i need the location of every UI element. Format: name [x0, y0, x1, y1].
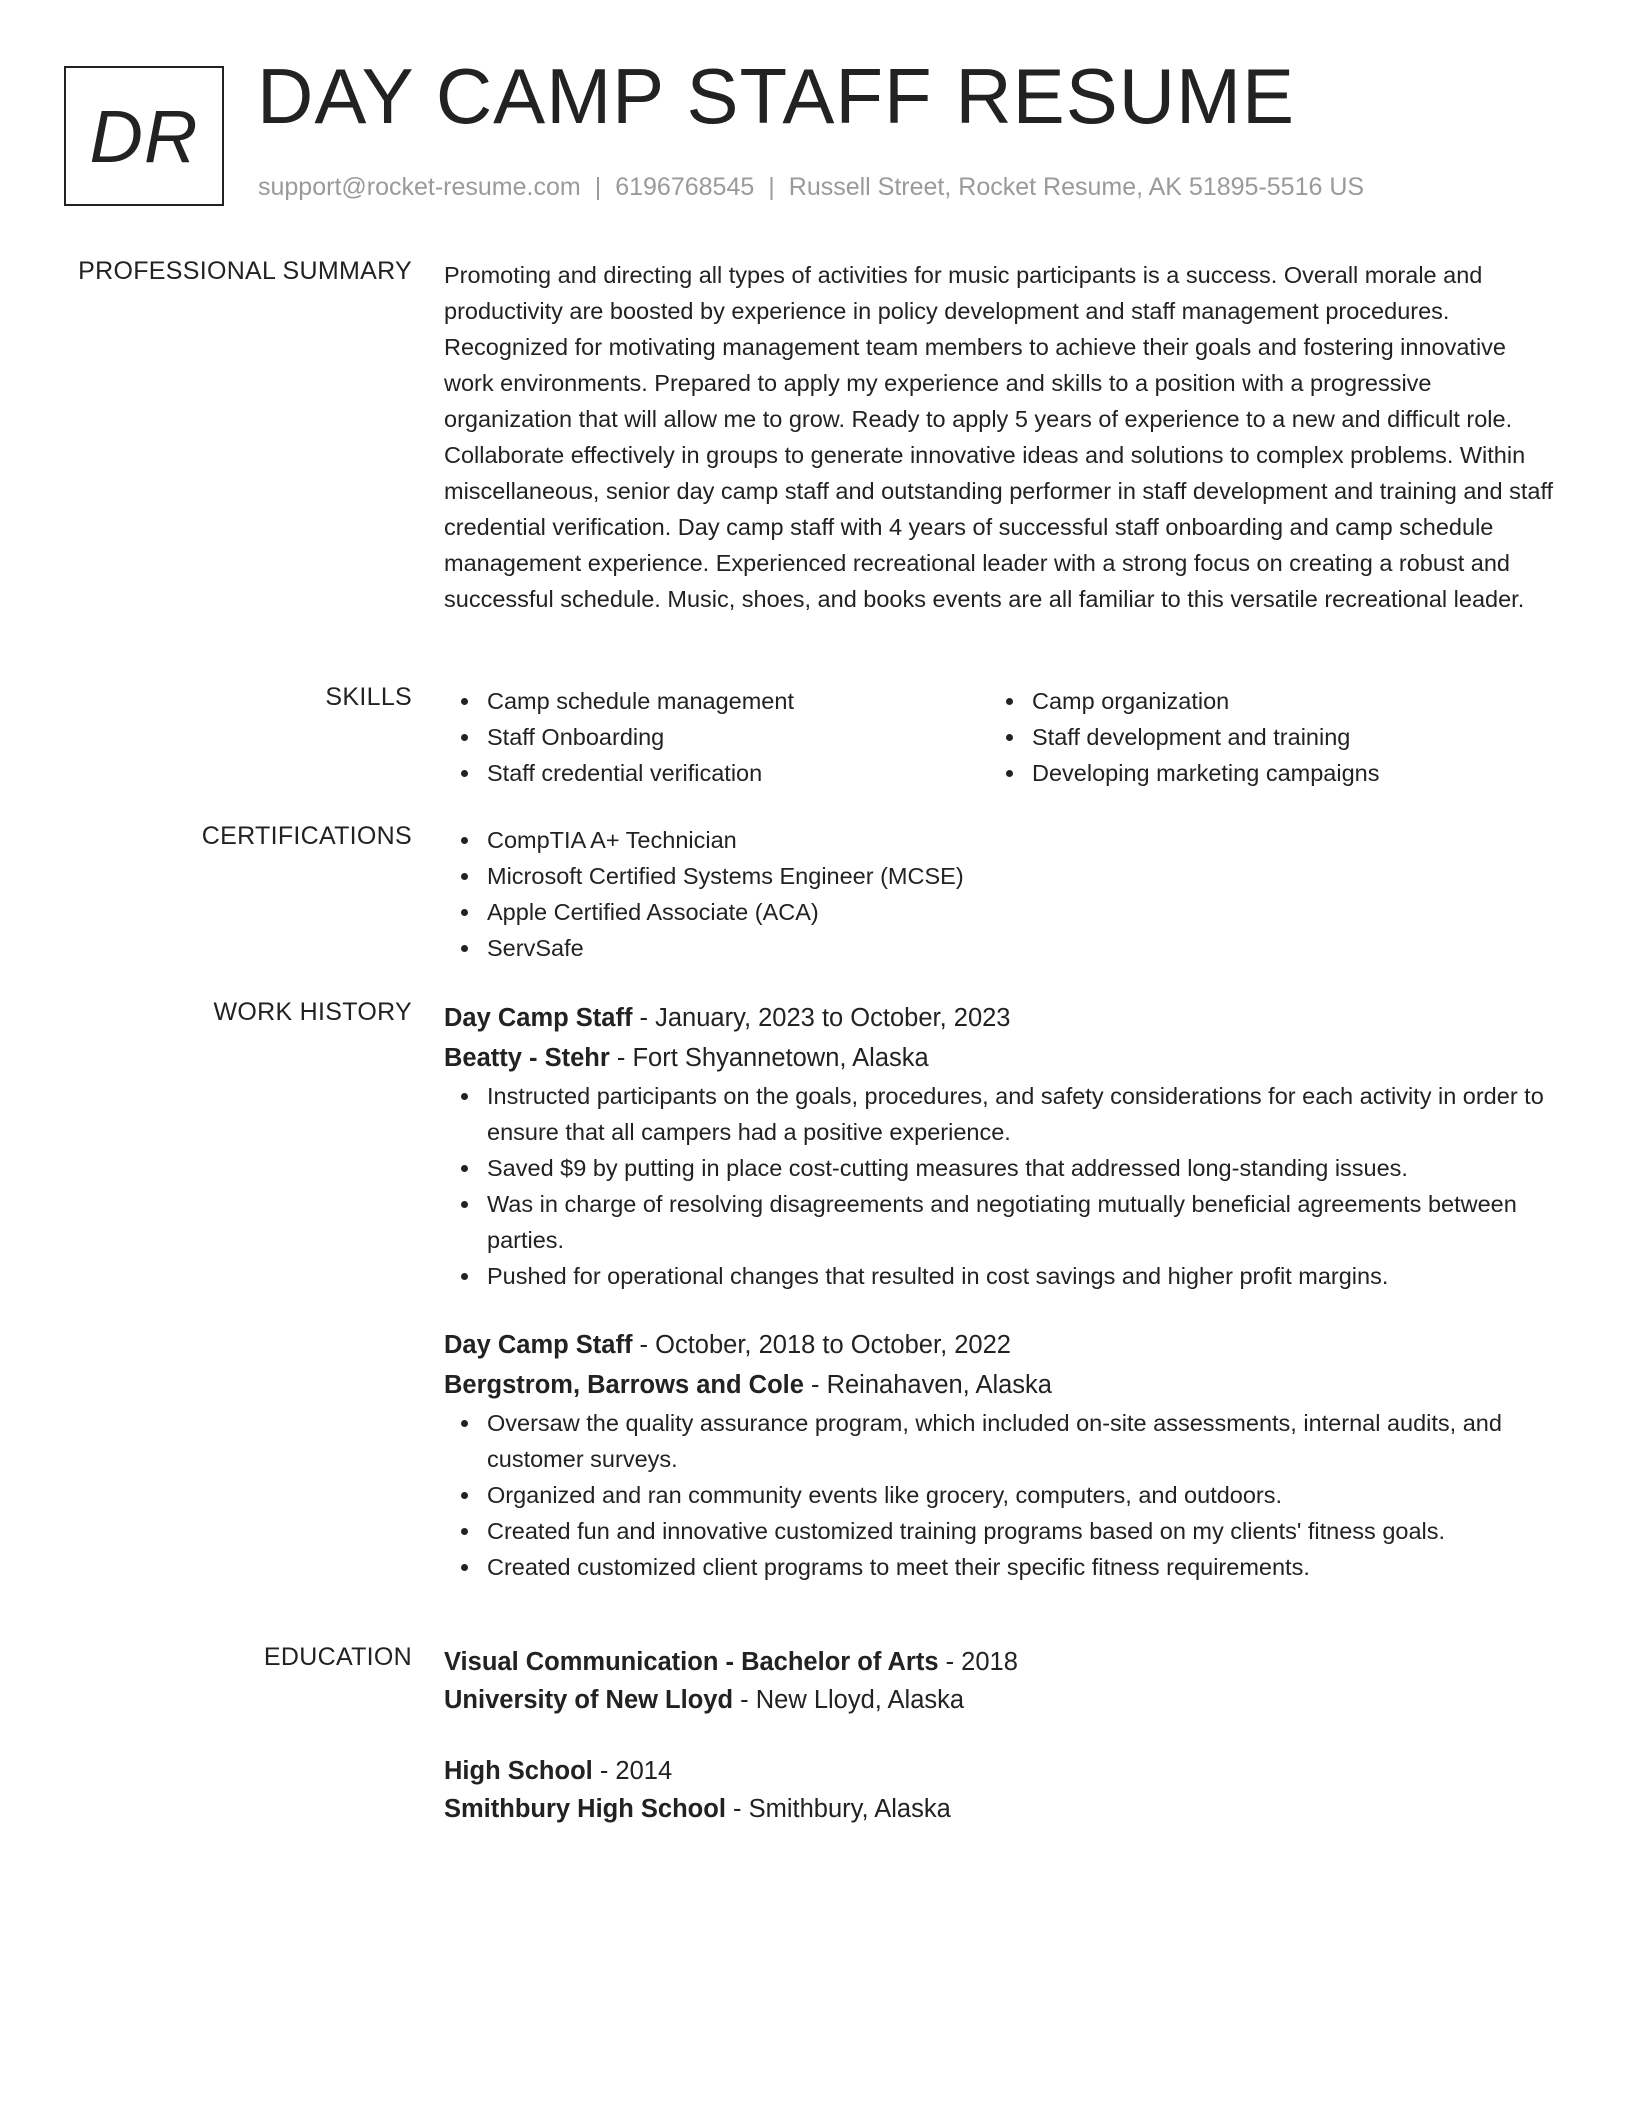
job-company: Beatty - Stehr [444, 1044, 610, 1072]
contact-phone[interactable]: 6196768545 [615, 173, 755, 201]
contact-separator: | [594, 173, 602, 201]
education-degree-line [444, 1752, 1554, 1790]
contact-separator: | [768, 173, 775, 201]
skill-item: Developing marketing campaigns [989, 755, 1534, 791]
section-heading: WORK HISTORY [213, 998, 412, 1026]
contact-address: Russell Street, Rocket Resume, AK 51895-5516 US [788, 173, 1365, 201]
certification-item: ServSafe [444, 930, 1554, 966]
skills-list-left [444, 683, 989, 791]
work-history-body [444, 998, 1554, 1585]
certification-item: Apple Certified Associate (ACA) [444, 894, 1554, 930]
job-title: Day Camp Staff [444, 1004, 633, 1032]
summary-text: Promoting and directing all types of activities for music participants is a success. Overall morale and productivity are boosted by experience in policy development and staff management procedures. Recognized for motivating management team members to achieve their goals and fostering innovative work environments. Prepared to apply my experience and skills to a position with a progressive organization that will allow me to grow. Ready to apply 5 years of experience to a new and difficult role. Collaborate effectively in groups to generate innovative ideas and solutions to complex problems. Within miscellaneous, senior day camp staff and outstanding performer in staff development and training and staff credential verification. Day camp staff with 4 years of successful staff onboarding and camp schedule management experience. Experienced recreational leader with a strong focus on creating a robust and successful schedule. Music, shoes, and books events are all familiar to this versatile recreational leader. [444, 262, 1554, 612]
education-location: - New Lloyd, Alaska [733, 1686, 965, 1714]
monogram-logo [64, 66, 224, 206]
certification-item: CompTIA A+ Technician [444, 822, 1554, 858]
job-duty-item: Pushed for operational changes that resulted in cost savings and higher profit margins. [444, 1258, 1554, 1294]
education-location: - Smithbury, Alaska [725, 1795, 951, 1823]
section-heading: CERTIFICATIONS [201, 822, 412, 850]
education-entry [444, 1752, 1554, 1828]
job-duty-item: Oversaw the quality assurance program, which included on-site assessments, internal audits, and customer surveys. [444, 1405, 1554, 1477]
job-duty-item: Was in charge of resolving disagreements and negotiating mutually beneficial agreements between parties. [444, 1186, 1554, 1258]
education-degree: High School [444, 1757, 593, 1785]
section-heading: EDUCATION [263, 1643, 412, 1671]
job-title-line [444, 1325, 1554, 1365]
skills-list-right [989, 683, 1534, 791]
summary-body [444, 257, 1554, 617]
education-school-line [444, 1681, 1554, 1719]
job-dates: - October, 2018 to October, 2022 [632, 1331, 1011, 1359]
job-duty-item: Created fun and innovative customized training programs based on my clients' fitness goals. [444, 1513, 1554, 1549]
skills-body [444, 683, 1554, 791]
certification-item: Microsoft Certified Systems Engineer (MCSE) [444, 858, 1554, 894]
job-dates: - January, 2023 to October, 2023 [632, 1004, 1011, 1032]
skill-item: Staff Onboarding [444, 719, 989, 755]
job-entry [444, 998, 1554, 1294]
certifications-body [444, 822, 1554, 966]
job-duty-item: Organized and ran community events like grocery, computers, and outdoors. [444, 1477, 1554, 1513]
education-school: Smithbury High School [444, 1795, 726, 1823]
job-company-line [444, 1365, 1554, 1405]
skill-item: Camp organization [989, 683, 1534, 719]
education-degree: Visual Communication - Bachelor of Arts [444, 1648, 939, 1676]
contact-email[interactable]: support@rocket-resume.com [258, 173, 581, 201]
job-duties-list [444, 1405, 1554, 1585]
job-location: - Fort Shyannetown, Alaska [609, 1044, 929, 1072]
education-year: - 2018 [938, 1648, 1018, 1676]
job-duties-list [444, 1078, 1554, 1294]
education-year: - 2014 [592, 1757, 673, 1785]
skill-item: Staff credential verification [444, 755, 989, 791]
education-degree-line [444, 1643, 1554, 1681]
contact-line [258, 173, 1364, 202]
skill-item: Camp schedule management [444, 683, 989, 719]
section-heading: PROFESSIONAL SUMMARY [78, 257, 412, 285]
job-title-line [444, 998, 1554, 1038]
monogram-initials: DR [89, 94, 199, 178]
education-body [444, 1643, 1554, 1828]
education-school-line [444, 1790, 1554, 1828]
resume-title: DAY CAMP STAFF RESUME [257, 52, 1296, 140]
section-heading: SKILLS [325, 683, 412, 711]
job-company: Bergstrom, Barrows and Cole [444, 1371, 804, 1399]
job-entry [444, 1325, 1554, 1585]
job-duty-item: Created customized client programs to meet their specific fitness requirements. [444, 1549, 1554, 1585]
certifications-list [444, 822, 1554, 966]
education-school: University of New Lloyd [444, 1686, 734, 1714]
job-location: - Reinahaven, Alaska [803, 1371, 1052, 1399]
education-entry [444, 1643, 1554, 1719]
skill-item: Staff development and training [989, 719, 1534, 755]
job-company-line [444, 1038, 1554, 1078]
job-duty-item: Saved $9 by putting in place cost-cutting measures that addressed long-standing issues. [444, 1150, 1554, 1186]
job-duty-item: Instructed participants on the goals, procedures, and safety considerations for each activity in order to ensure that all campers had a positive experience. [444, 1078, 1554, 1150]
job-title: Day Camp Staff [444, 1331, 633, 1359]
